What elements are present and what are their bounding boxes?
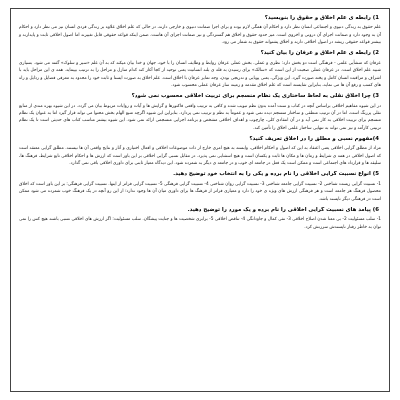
question-heading: 2) رابطه ی علم اخلاق و عرفان را بیان کنید؟ xyxy=(260,50,379,57)
answer-paragraph: مراد از مطلق گرایی اخلاقی یعنی اعتقاد به این که اصول و احکام اخلاقی، وابسته به هیچ امری خارج از ذات موضوعات اخلاقی و افعال اختیاری و آثار و نتایج واقعی آن ها نیستند. مطلق گرایی معتقد است که اصول اخلاقی در همه ی شرایط و زمان ها و مکان ها ثابت و یکسان است و هیچ استثنایی نمی پذیرد. در مقابل نسبی گرایی اخلاقی بر این باور است که ارزش ها و احکام اخلاقی تابع شرایط، فرهنگ ها، سلیقه ها و قرارداد های اجتماعی است و ممکن است یک فعل در جامعه ای خوب و در جامعه ی دیگر بد شمرده شود. این دیدگاه معیار ثابتی برای داوری اخلاقی باقی نمی گذارد. xyxy=(19,146,381,167)
question-heading: 5) انواع نسبیت گرایی اخلاقی را نام برده و یکی را به انتخاب خود توضیح دهید. xyxy=(173,171,379,178)
page-border xyxy=(10,8,390,392)
answer-paragraph: در این شیوه مفاهیم اخلاقی براساس آنچه در کتاب و سنت آمده بدون نظم تبویب شده و کافی به ترتیب واقعی فاکتورها و گرایش ها و آیات و روایات مربوط بیان می گردد. در این شیوه بهره مندی از منابع نقلی پررنگ است، اما در آن ترتیب منطقی و ساختار منسجم دیده نمی شود و عموماً به نظم و ترتیب نمی پردازد. بنابراین این شیوه اگرچه منبع الهام بخش محتوا می تواند قرار گیرد اما به عنوان یک نظام منسجم برای تربیت اخلاقی به کار نمی آید و در آن انتقادی کلی، چارچوب و اهداف اخلاقی مشخص و برنامه اجرایی منسجمی ارائه نمی شود. این شیوه بیشتر مناسب کتاب های حدیثی است تا یک نظام تربیتی کارآمد و نیز نمی تواند به تنهایی ساختار علمی اخلاق را تأمین کند. xyxy=(19,103,381,131)
answer-paragraph: 1- سلب مسئولیت 2- بی معنا شدن اصلاح اخلاقی 3- نفی کمال و جاودانگی 4- تناقض اخلاقی 5- برابری شخصیت ها و جنایت پیشگان. سلب مسئولیت: اگر ارزش های اخلاقی نسبی باشند هیچ کس را نمی توان به خاطر رفتار ناپسندش سرزنش کرد. xyxy=(19,217,381,230)
answer-paragraph: عرفان که منشأیی علمی - فرهنگی است دو بخش دارد: نظری و عملی. بخش عملی عرفان روابط و وظایف انسان را با خود، جهان و خدا بیان میکند که به آن علم «سیر و سلوک» گفته می شود. بسیاری شبیه علم اخلاق است. در عرفان عملی صحبت از این است که «سالک» برای رسیدن به قله ی بلند انسانیت یعنی توحید از کجا آغاز کند کدام منازل و مراحل را به ترتیب بپیماید. همه ی این مراحل باید با اشراف و مراقبت انسان کامل و پخته صورت گیرد. این ویژگی، یعنی پویایی و تدریجی بودن، وجه تمایز عرفان با اخلاق است. علم اخلاق به صورت ایستا و ثابت خود را محدود به معرفی فضایل و رذایل و راه های کسب و رفع آن ها می نماید، بنابراین شایسته است که علم اخلاق مقدمه و زمینه ساز عرفان عملی محسوب شود. xyxy=(19,60,381,88)
question-heading: 6) پیامد های نسبیت گرایی اخلاقی را نام برده و یک مورد را توضیح دهید. xyxy=(187,206,379,213)
document-content xyxy=(19,13,381,387)
question-heading: 3) چرا اخلاق نقلی به لحاظ ساختاری یک نظام منسجم برای تربیت اخلاقی محسوب نمی شود؟ xyxy=(131,93,379,100)
question-heading: 4)مفهوم نسبی و مطلق را در اخلاق تعریف کنید؟ xyxy=(249,136,379,142)
answer-paragraph: علم حقوق به زندگی دنیوی و اجتماعی انسان نظر دارد و احکام آن همگی لازم بوده و برای اجرا ضمانت دنیوی و خارجی دارند، در حالی که علم اخلاق علاوه بر زندگی فردی انسان نیز می نظر دارد و احکام آن به وجود دارد و ضمانت اجرای آن درونی و اخروی است. میز حدود حقوق و اخلاق هم گستردگی و نیز ضمانت اجرای آن هاست. ضمن اینکه قواعد حقوقی قابل تغییرند اما اصول اخلاقی ثابت و پایدارند و بیشتر قواعد حقوقی ریشه در اصول اخلاقی دارند و اخلاق پشتوانه حقوق به شمار می رود. xyxy=(19,25,381,46)
answer-paragraph: 1- نسبیت گرایی زیست شناختی 2- نسبیت گرایی جامعه شناختی 3- نسبیت گرایی روان شناختی 4- نسبیت گرایی فرهنگی 5- نسبیت گرایی فراتر از اینها. نسبیت گرایی فرهنگی: بر این باور است که اخلاق محصول فرهنگ هر جامعه است و هر فرهنگی ارزش های ویژه ی خود را دارد و معیاری فراتر از فرهنگ ها برای داوری میان آن ها وجود ندارد؛ از این رو آنچه در یک فرهنگ خوب شمرده می شود ممکن است در فرهنگی دیگر ناپسند باشد. xyxy=(19,181,381,202)
question-heading: 1) رابطه ی علم اخلاق و حقوق را بنویسید؟ xyxy=(264,15,379,21)
